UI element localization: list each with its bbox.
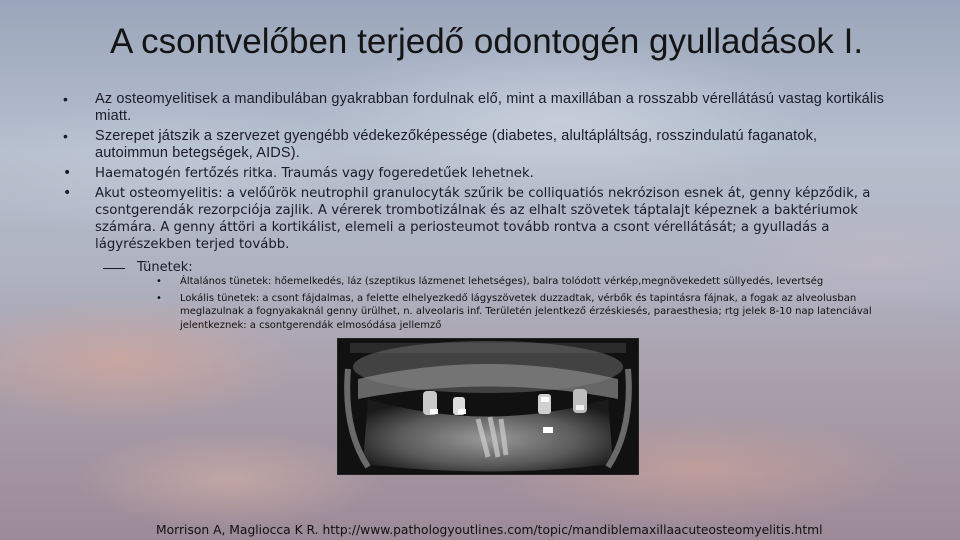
panoramic-xray-image — [337, 338, 639, 475]
symptom-item: • Általános tünetek: hőemelkedés, láz (szeptikus lázmenet lehetséges), balra tolódott vérkép,megnövekedett süllyedés, levertség — [180, 275, 905, 289]
xray-illustration — [338, 339, 638, 474]
slide-title: A csontvelőben terjedő odontogén gyulladások I. — [110, 22, 864, 61]
bullet-item: • Akut osteomyelitis: a velőűrök neutrophil granulocyták szűrik be colliquatiós nekrózison esnek át, genny képződik, a csontgerendák rezorpciója zajlik. A vérerek trombotizálnak és az elhalt szövetek táptalajt képeznek a baktériumok számára. A genny áttöri a kortikálist, elemeli a periosteumot tovább rontva a csont vérellátását; a gyulladás a lágyrészekben terjed tovább. — [95, 185, 885, 253]
bullet-item: • Haematogén fertőzés ritka. Traumás vagy fogeredetűek lehetnek. — [95, 165, 885, 182]
image-credit: Morrison A, Magliocca K R. http://www.pathologyoutlines.com/topic/mandiblemaxillaacuteosteomyelitis.html — [156, 523, 823, 537]
bullet-item: • Az osteomyelitisek a mandibulában gyakrabban fordulnak elő, mint a maxillában a rosszabb vérellátású vastag kortikális miatt. — [95, 91, 885, 125]
bullet-list — [95, 91, 885, 256]
symptom-item: • Lokális tünetek: a csont fájdalmas, a felette elhelyezkedő lágyszövetek duzzadtak, vérbők és tapintásra fájnak, a fogak az alveolusban meglazulnak a fognyakaknál genny ürülhet, n. alveolaris inf. Területén jelentkező érzéskiesés, paraesthesia; rtg jelek 8-10 nap latenciával jelentkeznek: a csontgerendák elmosódása jellemző — [180, 292, 905, 333]
symptom-list — [180, 275, 905, 335]
bullet-item: • Szerepet játszik a szervezet gyengébb védekezőképessége (diabetes, alultápláltság, rosszindulatú faganatok, autoimmun betegségek, AIDS). — [95, 128, 885, 162]
symptoms-heading: Tünetek: — [137, 260, 193, 275]
